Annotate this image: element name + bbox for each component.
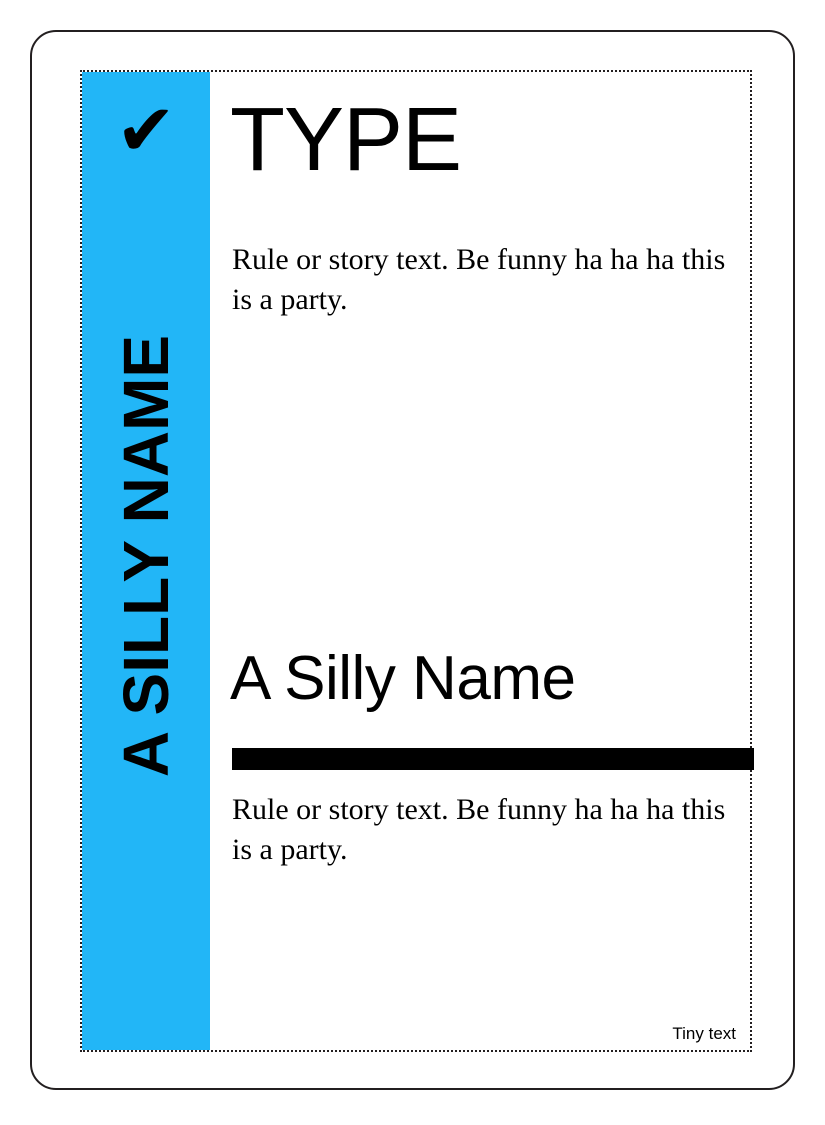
type-body-text: Rule or story text. Be funny ha ha ha this is a party. [232, 243, 726, 316]
tiny-text-footer: Tiny text [672, 1024, 736, 1043]
card-frame [30, 30, 795, 1090]
spine-title: A SILLY NAME [110, 334, 182, 778]
card-content [230, 72, 736, 1050]
name-heading: A Silly Name [230, 644, 576, 713]
type-heading: TYPE [230, 90, 462, 190]
divider-bar [232, 748, 754, 770]
card-spine [82, 72, 210, 1050]
card-inner-border [80, 70, 752, 1052]
name-body-text: Rule or story text. Be funny ha ha ha this is a party. [232, 793, 726, 866]
checkmark-icon: ✔ [115, 88, 177, 172]
